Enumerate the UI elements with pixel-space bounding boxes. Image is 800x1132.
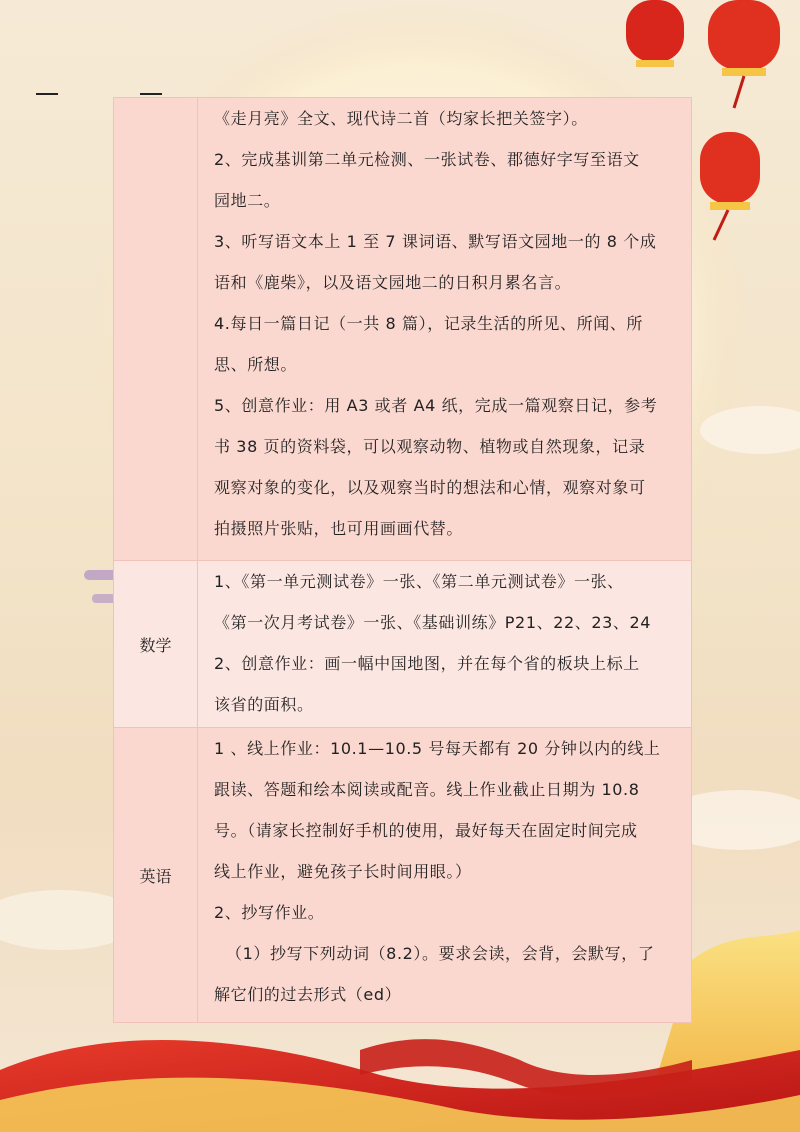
content-line: 《第一次月考试卷》一张、《基础训练》P21、22、23、24	[214, 613, 652, 632]
subject-cell-english: 英语	[114, 728, 198, 1023]
content-line: 1 、线上作业：10.1—10.5 号每天都有 20 分钟以内的线上	[214, 739, 661, 758]
content-cell	[198, 728, 692, 1023]
page-mark-right	[140, 93, 162, 95]
content-line: 该省的面积。	[214, 695, 314, 714]
content-line: 号。（请家长控制好手机的使用，最好每天在固定时间完成	[214, 821, 638, 840]
homework-table	[113, 97, 692, 1023]
table-row	[114, 561, 692, 728]
subject-cell-math: 数学	[114, 561, 198, 728]
content-line: （1）抄写下列动词（8.2）。要求会读，会背，会默写，了	[226, 944, 655, 963]
content-cell	[198, 561, 692, 728]
content-line: 2、创意作业：画一幅中国地图，并在每个省的板块上标上	[214, 654, 640, 673]
page-mark-left	[36, 93, 58, 95]
content-line: 思、所想。	[214, 355, 298, 374]
content-line: 线上作业，避免孩子长时间用眼。）	[214, 862, 472, 881]
content-line: 2、完成基训第二单元检测、一张试卷、郡德好字写至语文	[214, 150, 640, 169]
content-line: 书 38 页的资料袋，可以观察动物、植物或自然现象，记录	[214, 437, 646, 456]
content-line: 5、创意作业：用 A3 或者 A4 纸，完成一篇观察日记，参考	[214, 396, 658, 415]
lantern-icon	[626, 0, 684, 67]
content-line: 4.每日一篇日记（一共 8 篇），记录生活的所见、所闻、所	[214, 314, 644, 333]
content-line: 2、抄写作业。	[214, 903, 325, 922]
content-line: 解它们的过去形式（ed）	[214, 985, 402, 1004]
content-line: 1、《第一单元测试卷》一张、《第二单元测试卷》一张、	[214, 572, 624, 591]
content-line: 《走月亮》全文、现代诗二首（均家长把关签字）。	[214, 109, 588, 128]
lantern-icon	[708, 0, 780, 108]
content-line: 跟读、答题和绘本阅读或配音。线上作业截止日期为 10.8	[214, 780, 640, 799]
content-line: 拍摄照片张贴，也可用画画代替。	[214, 519, 464, 538]
content-line: 园地二。	[214, 191, 281, 210]
content-cell	[198, 98, 692, 561]
subject-cell	[114, 98, 198, 561]
table-row	[114, 98, 692, 561]
content-line: 语和《鹿柴》，以及语文园地二的日积月累名言。	[214, 273, 572, 292]
content-line: 3、听写语文本上 1 至 7 课词语、默写语文园地一的 8 个成	[214, 232, 657, 251]
table-row	[114, 728, 692, 1023]
content-line: 观察对象的变化，以及观察当时的想法和心情，观察对象可	[214, 478, 646, 497]
